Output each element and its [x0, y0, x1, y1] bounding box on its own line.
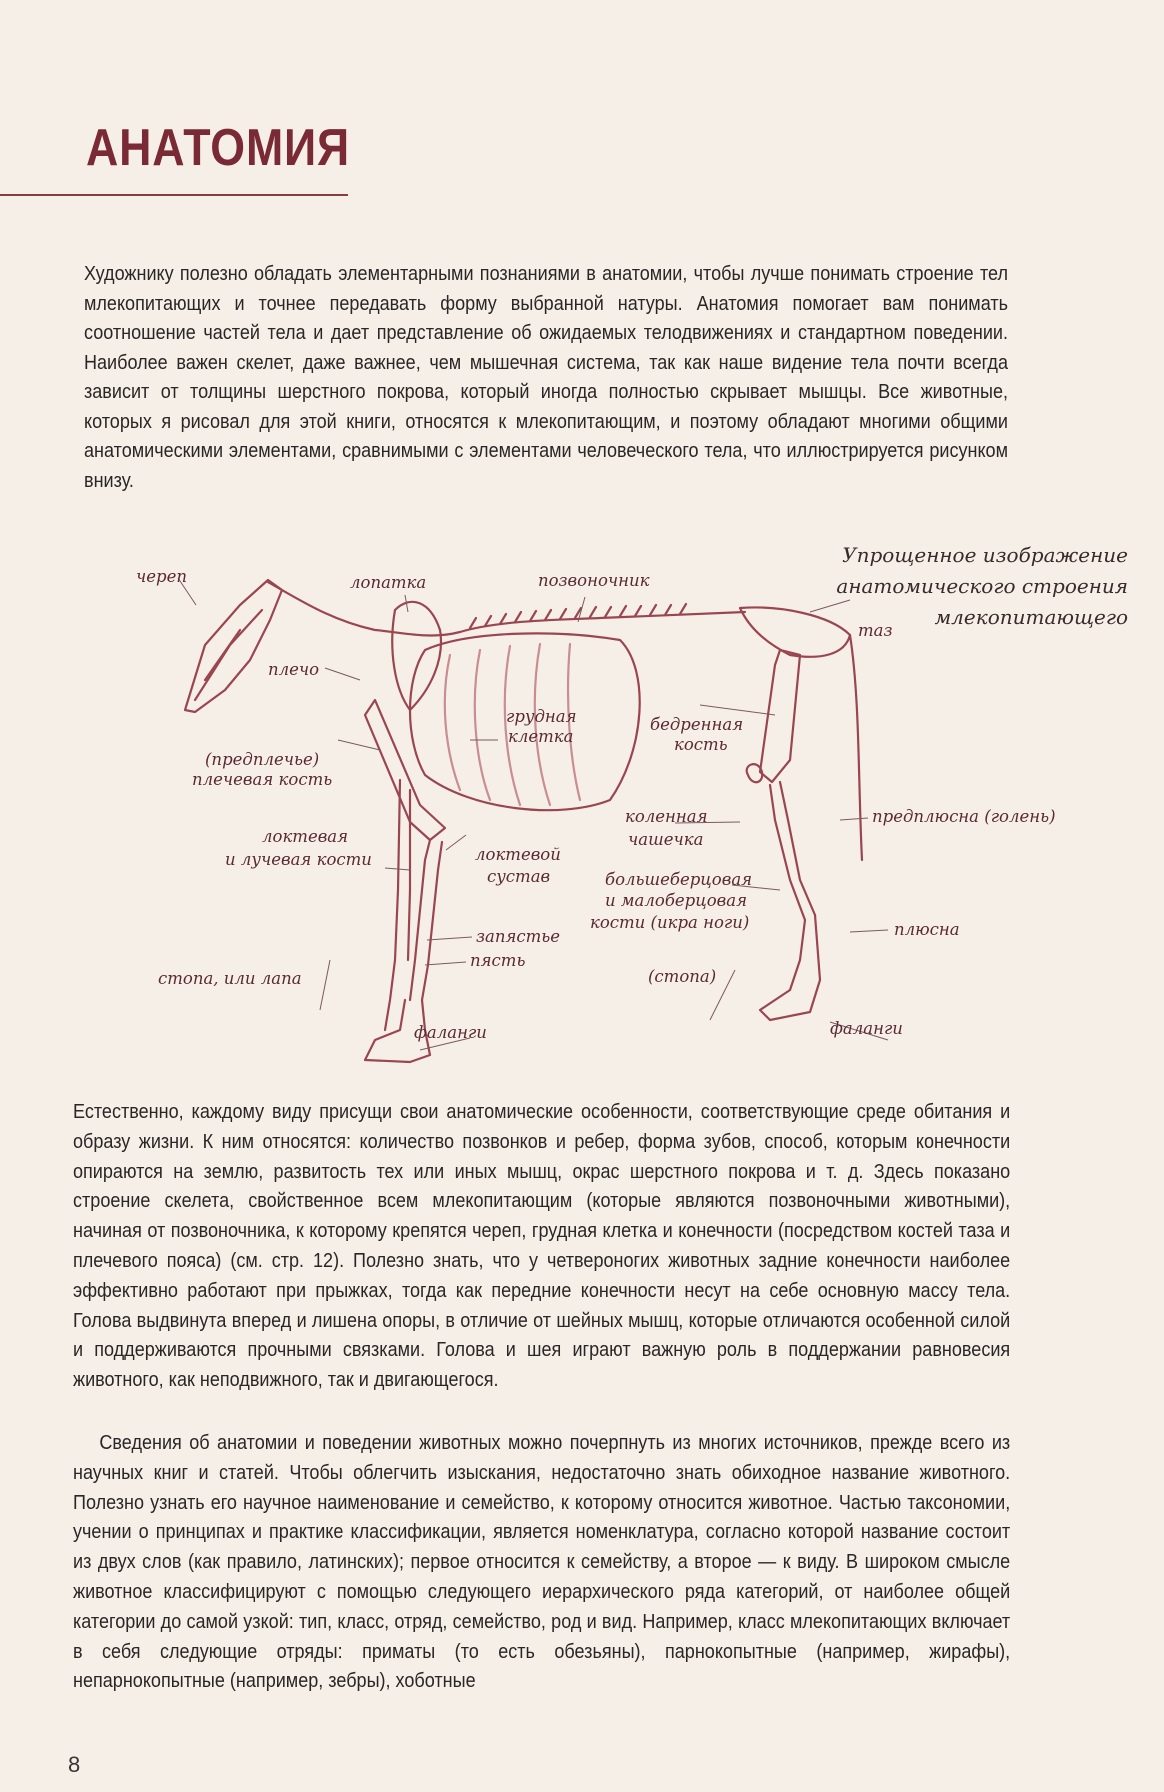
label-phalanges-back: фаланги [830, 1019, 903, 1038]
label-ribcage-1: грудная [506, 707, 577, 726]
label-ulna-2: и лучевая кости [225, 850, 372, 869]
label-pelvis: таз [858, 621, 893, 640]
label-skull: череп [136, 567, 187, 586]
label-femur-2: кость [674, 735, 728, 754]
skeleton-figure [0, 560, 1164, 1070]
front-humerus [365, 700, 445, 840]
label-spine: позвоночник [538, 571, 650, 590]
skeleton-drawing [185, 580, 862, 1062]
page-title: АНАТОМИЯ [86, 119, 351, 177]
tibia [770, 782, 815, 920]
label-scapula: лопатка [350, 573, 427, 592]
label-paw: стопа, или лапа [158, 969, 302, 988]
label-foot: (стопа) [648, 967, 717, 986]
label-elbow-2: сустав [487, 867, 551, 886]
label-tibia-1: большеберцовая [605, 870, 753, 889]
label-metatarsus: плюсна [894, 920, 960, 939]
intro-paragraph: Художнику полезно обладать элементарными познаниями в анатомии, чтобы лучше понимать строение тел млекопитающих и точнее передавать форму выбранной натуры. Анатомия помогает вам понимать соотношение частей тела и дает представление об ожидаемых телодвижениях и стандартном поведении. Наиболее важен скелет, даже важнее, чем мышечная система, так как наше видение тела почти всегда зависит от толщины шерстного покрова, который иногда полностью скрывает мышцы. Все животные, которых я рисовал для этой книги, относятся к млекопитающим, и поэтому обладают многими общими анатомическими элементами, сравнимыми с элементами человеческого тела, что иллюстрируется рисунком внизу. [84, 262, 1008, 492]
front-forearm [410, 840, 442, 1000]
scapula-shape [392, 602, 441, 710]
label-elbow-1: локтевой [475, 845, 561, 864]
label-wrist: запястье [476, 927, 561, 946]
label-ulna-1: локтевая [262, 827, 349, 846]
label-ribcage-2: клетка [508, 727, 574, 746]
spine-line [268, 582, 745, 635]
label-phalanges-front: фаланги [414, 1023, 487, 1042]
label-tibia-3: кости (икра ноги) [590, 913, 750, 932]
hind-paw [760, 915, 820, 1020]
body-paragraph-2: Сведения об анатомии и поведении животных можно почерпнуть из многих источников, прежде всего из научных книг и статей. Чтобы облегчить изыскания, недостаточно знать обиходное название животного. Полезно узнать его научное наименование и семейство, к которому относится животное. Частью таксономии, учении о принципах и практике классификации, является номенклатура, согласно которой название состоит из двух слов (как правило, латинских); первое относится к семейству, а второе — к виду. В широком смысле животное классифицируют с помощью следующего иерархического ряда категорий, от наиболее общей категории до самой узкой: тип, класс, отряд, семейство, род и вид. Например, класс млекопитающих включает в себя следующие отряды: приматы (то есть обезьяны), парнокопытные (например, жирафы), непарнокопытные (например, зебры), хоботные [73, 1431, 1011, 1693]
tail [850, 635, 862, 860]
label-shoulder: плечо [268, 660, 320, 679]
label-metacarpus: пясть [470, 951, 526, 970]
femur [760, 650, 800, 782]
label-kneecap-2: чашечка [628, 830, 704, 849]
label-forearm: (предплечье) [205, 750, 320, 769]
body-paragraph-1: Естественно, каждому виду присущи свои анатомические особенности, соответствующие среде обитания и образу жизни. К ним относятся: количество позвонков и ребер, форма зубов, способ, которым конечности опираются на землю, развитость тех или иных мышц, окрас шерстного покрова и т. д. Здесь показано строение скелета, свойственное всем млекопитающим (которые являются позвоночными животными), начиная от позвоночника, к которому крепятся череп, грудная клетка и конечности (посредством костей таза и плечевого пояса) (см. стр. 12). Полезно знать, что у четвероногих животных задние конечности наиболее эффективно работают при прыжках, тогда как передние конечности несут на себе основную массу тела. Голова выдвинута вперед и лишена опоры, в отличие от шейных мышц, которые отличаются особенной силой и поддерживаются прочными связками. Голова и шея играют важную роль в поддержании равновесия животного, как неподвижного, так и двигающегося. [73, 1100, 1011, 1392]
label-tibia-2: и малоберцовая [605, 891, 748, 910]
page-number: 8 [68, 1752, 81, 1777]
label-tarsus: предплюсна (голень) [872, 807, 1056, 826]
label-humerus: плечевая кость [192, 770, 333, 789]
title-underline [0, 194, 348, 196]
label-femur-1: бедренная [650, 715, 744, 734]
label-kneecap-1: коленная [625, 807, 708, 826]
front-back-leg [385, 780, 410, 1030]
figure-caption: Упрощенное изображение анатомического строения млекопитающего [836, 543, 1128, 629]
pelvis-shape [740, 607, 850, 656]
